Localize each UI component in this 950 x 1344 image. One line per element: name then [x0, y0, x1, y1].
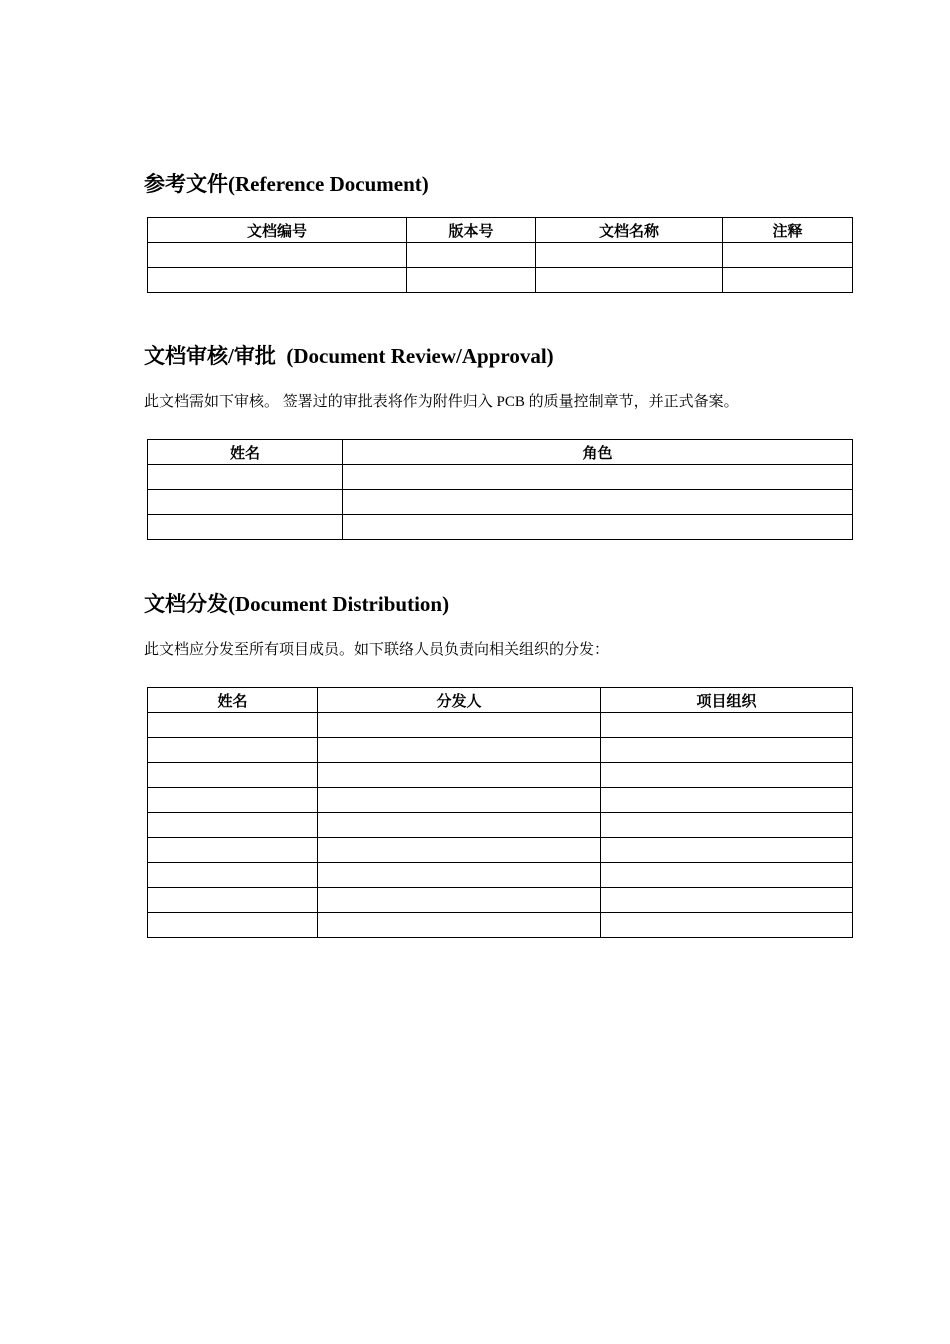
table-cell[interactable]	[148, 738, 318, 763]
table-cell[interactable]	[148, 788, 318, 813]
table-cell[interactable]	[148, 863, 318, 888]
column-header: 版本号	[407, 218, 536, 243]
table-row	[148, 888, 853, 913]
table-row	[148, 813, 853, 838]
table-cell[interactable]	[601, 888, 853, 913]
table-cell[interactable]	[536, 243, 723, 268]
distribution-table	[147, 687, 853, 938]
column-header: 文档编号	[148, 218, 407, 243]
table-row	[148, 490, 853, 515]
table-cell[interactable]	[601, 913, 853, 938]
distribution-description: 此文档应分发至所有项目成员。如下联络人员负责向相关组织的分发：	[144, 642, 610, 658]
table-cell[interactable]	[148, 465, 343, 490]
column-header: 姓名	[148, 440, 343, 465]
table-row	[148, 838, 853, 863]
table-cell[interactable]	[148, 268, 407, 293]
table-header-row	[148, 440, 853, 465]
table-cell[interactable]	[407, 268, 536, 293]
column-header: 注释	[723, 218, 853, 243]
table-row	[148, 913, 853, 938]
column-header: 分发人	[318, 688, 601, 713]
table-cell[interactable]	[318, 813, 601, 838]
table-cell[interactable]	[601, 763, 853, 788]
table-cell[interactable]	[148, 888, 318, 913]
table-cell[interactable]	[148, 490, 343, 515]
table-cell[interactable]	[407, 243, 536, 268]
column-header: 角色	[343, 440, 853, 465]
table-cell[interactable]	[343, 465, 853, 490]
table-cell[interactable]	[318, 838, 601, 863]
column-header: 文档名称	[536, 218, 723, 243]
distribution-heading: 文档分发(Document Distribution)	[144, 592, 450, 616]
table-cell[interactable]	[148, 243, 407, 268]
review-table	[147, 439, 853, 540]
table-row	[148, 515, 853, 540]
table-row	[148, 763, 853, 788]
table-row	[148, 788, 853, 813]
table-cell[interactable]	[318, 738, 601, 763]
table-cell[interactable]	[148, 913, 318, 938]
table-cell[interactable]	[318, 713, 601, 738]
table-cell[interactable]	[148, 763, 318, 788]
table-cell[interactable]	[601, 788, 853, 813]
table-cell[interactable]	[723, 268, 853, 293]
table-cell[interactable]	[318, 863, 601, 888]
review-description: 此文档需如下审核。 签署过的审批表将作为附件归入 PCB 的质量控制章节，并正式备案。	[144, 394, 739, 410]
table-cell[interactable]	[148, 515, 343, 540]
table-cell[interactable]	[601, 838, 853, 863]
table-row	[148, 738, 853, 763]
table-cell[interactable]	[601, 738, 853, 763]
table-cell[interactable]	[343, 490, 853, 515]
table-header-row	[148, 688, 853, 713]
review-heading: 文档审核/审批 (Document Review/Approval)	[144, 344, 554, 368]
table-row	[148, 465, 853, 490]
table-cell[interactable]	[148, 713, 318, 738]
table-row	[148, 713, 853, 738]
column-header: 项目组织	[601, 688, 853, 713]
table-cell[interactable]	[536, 268, 723, 293]
table-row	[148, 243, 853, 268]
table-cell[interactable]	[318, 888, 601, 913]
table-cell[interactable]	[318, 913, 601, 938]
table-cell[interactable]	[148, 813, 318, 838]
table-cell[interactable]	[601, 813, 853, 838]
table-cell[interactable]	[148, 838, 318, 863]
reference-table	[147, 217, 853, 293]
table-cell[interactable]	[601, 713, 853, 738]
table-row	[148, 268, 853, 293]
table-cell[interactable]	[723, 243, 853, 268]
reference-heading: 参考文件(Reference Document)	[144, 172, 429, 196]
table-cell[interactable]	[343, 515, 853, 540]
table-cell[interactable]	[318, 763, 601, 788]
column-header: 姓名	[148, 688, 318, 713]
table-header-row	[148, 218, 853, 243]
table-cell[interactable]	[318, 788, 601, 813]
table-cell[interactable]	[601, 863, 853, 888]
table-row	[148, 863, 853, 888]
